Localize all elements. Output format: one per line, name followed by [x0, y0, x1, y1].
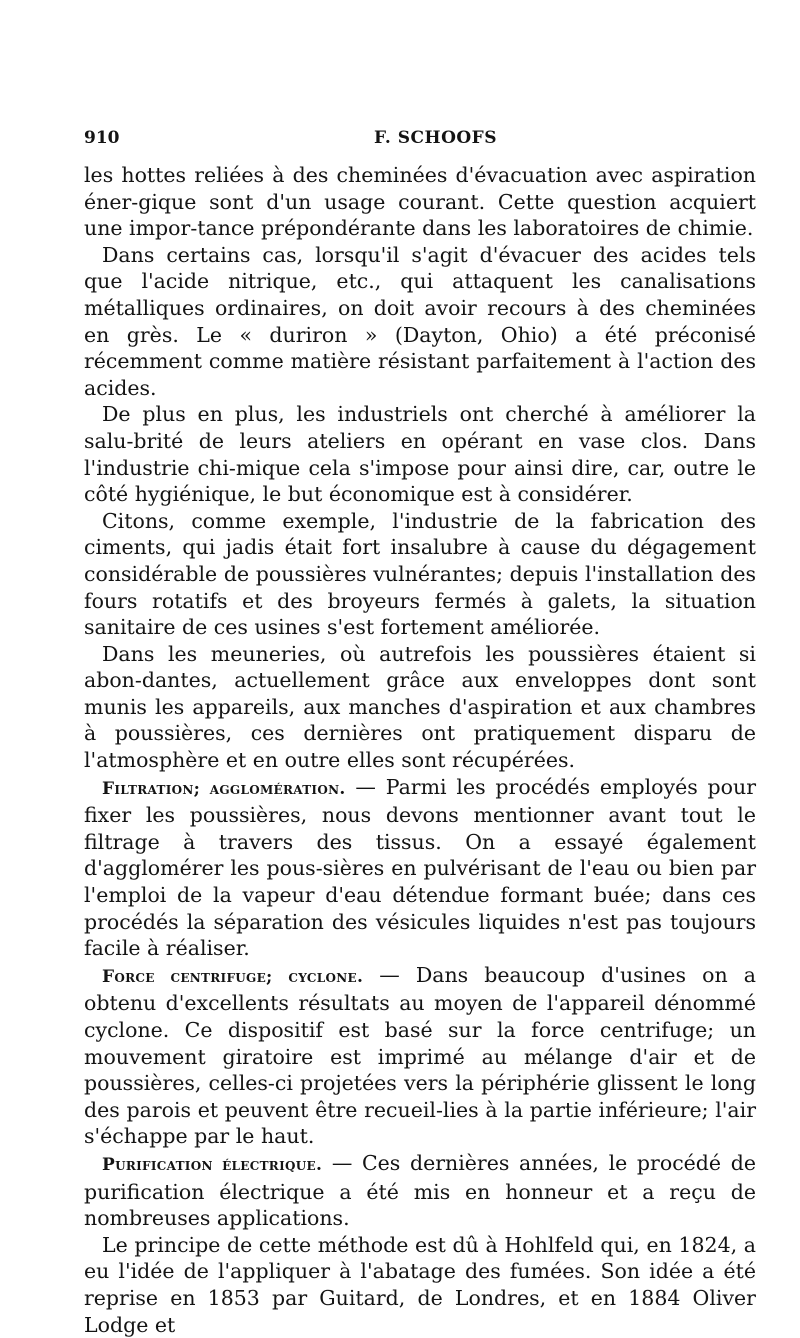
paragraph-text: Le principe de cette méthode est dû à Hohlfeld qui, en 1824, a eu l'idée de l'appliquer à l'abatage des fumées. Son idée a été reprise en 1853 par Guitard, de Londres, et en 1884 Oliver Lodge et — [84, 1232, 756, 1337]
section-paragraph-purification — [84, 1150, 756, 1232]
page-number: 910 — [84, 128, 120, 148]
paragraph — [84, 1232, 756, 1338]
running-title: F. SCHOOFS — [374, 128, 498, 148]
paragraph — [84, 641, 756, 774]
section-heading: Filtration; agglomération. — [102, 778, 346, 799]
document-page — [84, 122, 756, 1338]
paragraph-text: De plus en plus, les industriels ont cherché à améliorer la salu-brité de leurs ateliers en opérant en vase clos. Dans l'industrie chi-mique cela s'impose pour ainsi dire, car, outre le côté hygiénique, le but économique est à considérer. — [84, 402, 756, 507]
paragraph-text: Citons, comme exemple, l'industrie de la fabrication des ciments, qui jadis était fort insalubre à cause du dégagement considérable de poussières vulnérantes; depuis l'installation des fours rotatifs et des broyeurs fermés à galets, la situation sanitaire de ces usines s'est fortement améliorée. — [84, 508, 756, 640]
running-header — [84, 122, 756, 162]
paragraph-text: — Parmi les procédés employés pour fixer les poussières, nous devons mentionner avant tout le filtrage à travers des tissus. On a essayé également d'agglomérer les pous-sières en pulvérisant de l'eau ou bien par l'emploi de la vapeur d'eau détendue formant buée; dans ces procédés la séparation des vésicules liquides n'est pas toujours facile à réaliser. — [84, 774, 756, 961]
paragraph — [84, 401, 756, 507]
section-heading: Purification électrique. — [102, 1154, 323, 1175]
paragraph-text: Dans certains cas, lorsqu'il s'agit d'évacuer des acides tels que l'acide nitrique, etc., qui attaquent les canalisations métalliques ordinaires, on doit avoir recours à des cheminées en grès. Le « duriron » (Dayton, Ohio) a été préconisé récemment comme matière résistant parfaitement à l'action des acides. — [84, 242, 756, 400]
section-heading: Force centrifuge; cyclone. — [102, 966, 364, 987]
section-paragraph-cyclone — [84, 962, 756, 1150]
body-text — [84, 162, 756, 1338]
paragraph — [84, 242, 756, 402]
paragraph-text: les hottes reliées à des cheminées d'évacuation avec aspiration éner-gique sont d'un usage courant. Cette question acquiert une impor-tance prépondérante dans les laboratoires de chimie. — [84, 163, 756, 241]
paragraph — [84, 508, 756, 641]
section-paragraph-filtration — [84, 774, 756, 962]
paragraph-text: — Ces dernières années, le procédé de purification électrique a été mis en honneur et a reçu de nombreuses applications. — [84, 1150, 756, 1231]
paragraph — [84, 162, 756, 242]
paragraph-text: — Dans beaucoup d'usines on a obtenu d'excellents résultats au moyen de l'appareil dénommé cyclone. Ce dispositif est basé sur la force centrifuge; un mouvement giratoire est imprimé au mélange d'air et de poussières, celles-ci projetées vers la périphérie glissent le long des parois et peuvent être recueil-lies à la partie inférieure; l'air s'échappe par le haut. — [84, 962, 756, 1149]
paragraph-text: Dans les meuneries, où autrefois les poussières étaient si abon-dantes, actuellement grâce aux enveloppes dont sont munis les appareils, aux manches d'aspiration et aux chambres à poussières, ces dernières ont pratiquement disparu de l'atmosphère et en outre elles sont récupérées. — [84, 641, 756, 773]
